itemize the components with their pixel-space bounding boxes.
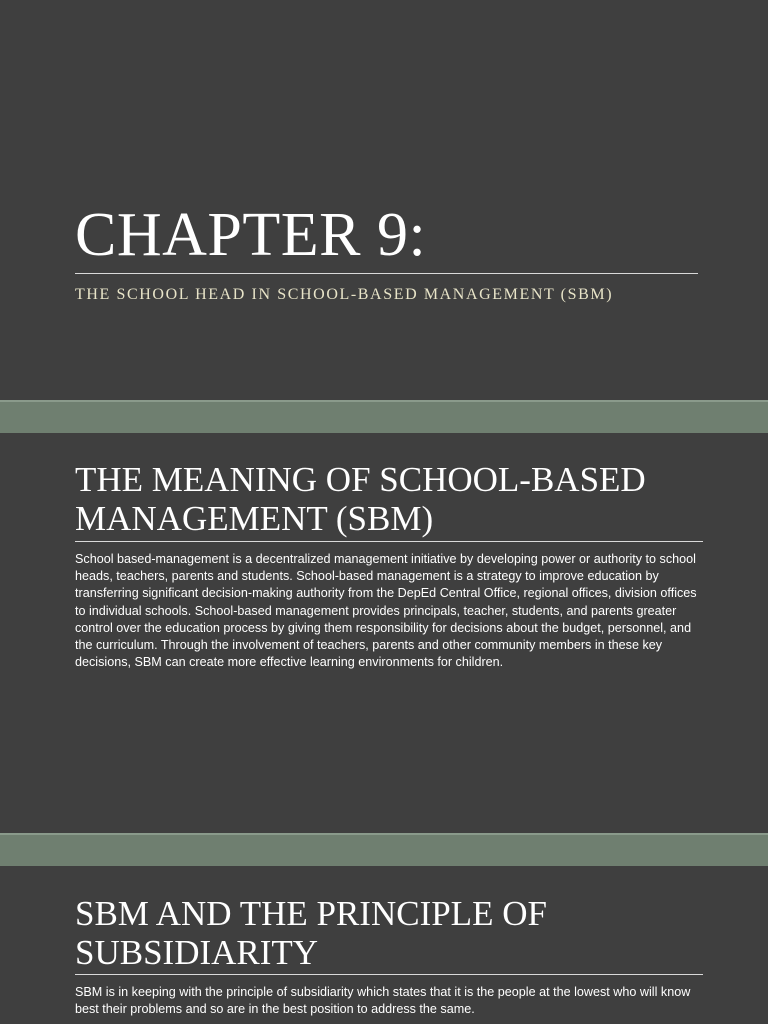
heading-rule — [75, 541, 703, 542]
chapter-title: CHAPTER 9: — [75, 201, 427, 269]
chapter-subtitle: THE SCHOOL HEAD IN SCHOOL-BASED MANAGEMENT (SBM) — [75, 286, 614, 303]
title-rule — [75, 273, 698, 274]
slide-divider — [0, 833, 768, 867]
slide-body-text: School based-management is a decentralized management initiative by developing power or authority to school heads, teachers, parents and students. School-based management is a strategy to improve education by transferring significant decision-making authority from the DepEd Central Office, regional offices, division offices to individual schools. School-based management provides principals, teacher, students, and parents greater control over the education process by giving them responsibility for decisions about the budget, personnel, and the curriculum. Through the involvement of teachers, parents and other community members in these key decisions, SBM can create more effective learning environments for children. — [75, 552, 697, 670]
heading-rule — [75, 974, 703, 975]
slide-title — [0, 0, 768, 400]
slide-heading: THE MEANING OF SCHOOL-BASED MANAGEMENT (SBM) — [75, 460, 646, 538]
slide-heading: SBM AND THE PRINCIPLE OF SUBSIDIARITY — [75, 894, 547, 972]
slide-divider — [0, 400, 768, 434]
slide-body-text: SBM is in keeping with the principle of subsidiarity which states that it is the people at the lowest who will know best their problems and so are in the best position to address the same. — [75, 985, 691, 1017]
slide-principle-of-subsidiarity — [0, 866, 768, 1024]
slide-meaning-of-sbm — [0, 433, 768, 833]
